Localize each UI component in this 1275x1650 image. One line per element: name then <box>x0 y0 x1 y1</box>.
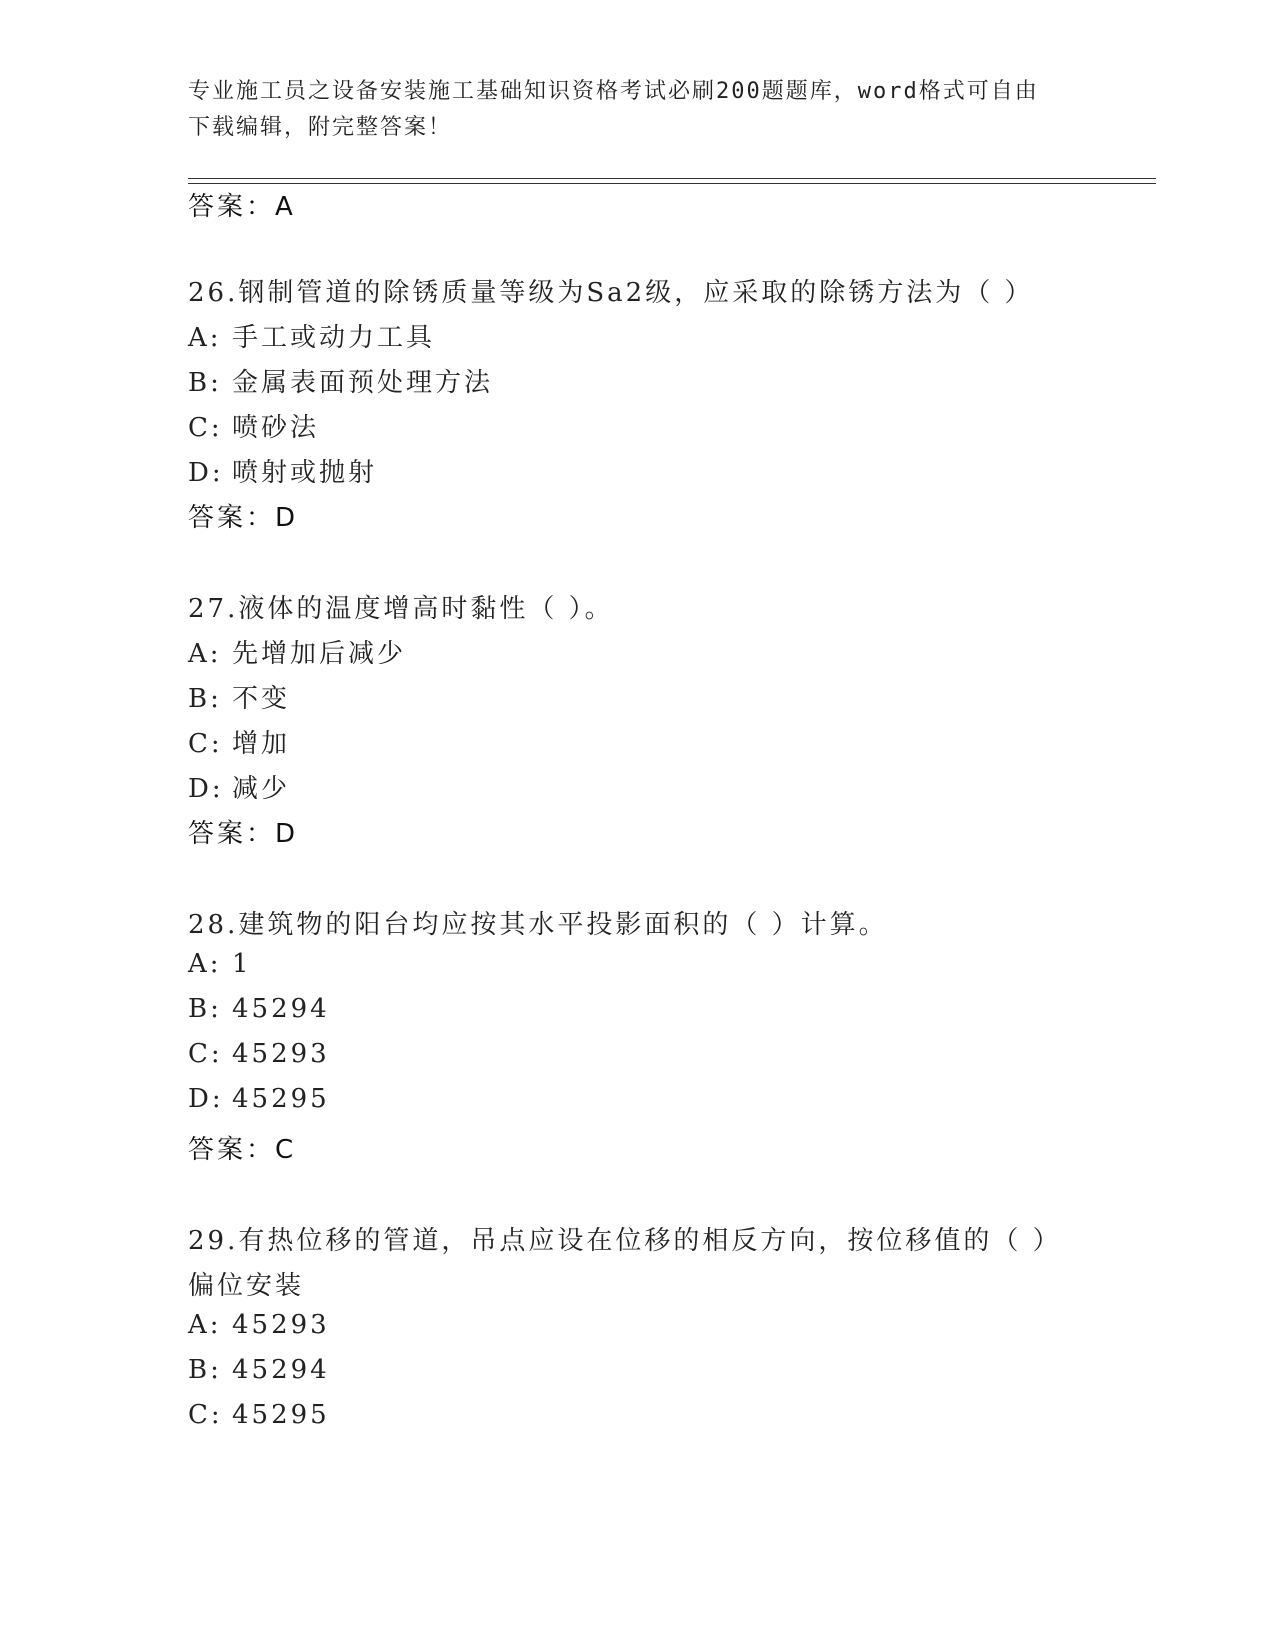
question-29-option-b <box>188 1355 330 1385</box>
question-28-option-d <box>188 1084 330 1114</box>
option-label: B: <box>188 368 222 398</box>
question-27-option-c <box>188 723 290 760</box>
option-text: 1 <box>232 949 252 979</box>
option-text: 喷砂法 <box>232 413 320 443</box>
question-29-stem: 29.有热位移的管道，吊点应设在位移的相反方向，按位移值的（ ） <box>188 1226 1062 1256</box>
question-27-option-a <box>188 633 406 670</box>
option-text: 45294 <box>232 1355 330 1385</box>
option-text: 喷射或抛射 <box>232 458 378 488</box>
question-26-answer: 答案：D <box>188 503 299 533</box>
option-label: A: <box>188 323 222 353</box>
question-28-stem: 28.建筑物的阳台均应按其水平投影面积的（ ）计算。 <box>188 910 888 940</box>
header-line-1: 专业施工员之设备安装施工基础知识资格考试必刷200题题库，word格式可自由 <box>188 79 1039 104</box>
option-text: 金属表面预处理方法 <box>232 368 494 398</box>
option-label: A: <box>188 949 222 979</box>
question-29-stem-continued: 偏位安装 <box>188 1271 305 1301</box>
option-label: D: <box>188 1084 224 1114</box>
option-label: C: <box>188 413 223 443</box>
header-divider-bottom <box>188 183 1156 184</box>
header-line-2: 下载编辑，附完整答案！ <box>188 115 453 140</box>
question-26-option-d <box>188 452 377 489</box>
question-26-option-c <box>188 407 319 444</box>
question-27-stem: 27.液体的温度增高时黏性（ ）。 <box>188 594 614 624</box>
option-label: B: <box>188 1355 222 1385</box>
question-28-answer: 答案：C <box>188 1135 297 1165</box>
question-28-option-a <box>188 949 252 979</box>
option-text: 增加 <box>232 729 291 759</box>
document-header <box>188 74 1088 146</box>
question-26-option-a <box>188 317 435 354</box>
option-text: 45293 <box>232 1310 330 1340</box>
option-label: D: <box>188 774 224 804</box>
option-label: C: <box>188 729 223 759</box>
option-text: 45294 <box>232 994 330 1024</box>
previous-answer: 答案：A <box>188 192 296 222</box>
option-text: 不变 <box>232 684 291 714</box>
header-divider-top <box>188 178 1156 179</box>
option-label: C: <box>188 1400 223 1430</box>
option-text: 手工或动力工具 <box>232 323 436 353</box>
question-29-option-c <box>188 1400 330 1430</box>
question-28-option-c <box>188 1039 330 1069</box>
option-label: D: <box>188 458 224 488</box>
option-label: B: <box>188 684 222 714</box>
question-27-answer: 答案：D <box>188 819 299 849</box>
option-text: 45293 <box>232 1039 330 1069</box>
question-27-option-b <box>188 678 290 715</box>
option-text: 减少 <box>232 774 291 804</box>
option-text: 45295 <box>232 1084 330 1114</box>
question-29-option-a <box>188 1310 330 1340</box>
option-label: A: <box>188 1310 222 1340</box>
question-26-stem: 26.钢制管道的除锈质量等级为Sa2级，应采取的除锈方法为（ ） <box>188 278 1034 308</box>
question-27-option-d <box>188 768 290 805</box>
option-label: C: <box>188 1039 223 1069</box>
option-text: 先增加后减少 <box>232 639 407 669</box>
option-label: A: <box>188 639 222 669</box>
option-label: B: <box>188 994 222 1024</box>
option-text: 45295 <box>232 1400 330 1430</box>
question-28-option-b <box>188 994 330 1024</box>
question-26-option-b <box>188 362 493 399</box>
